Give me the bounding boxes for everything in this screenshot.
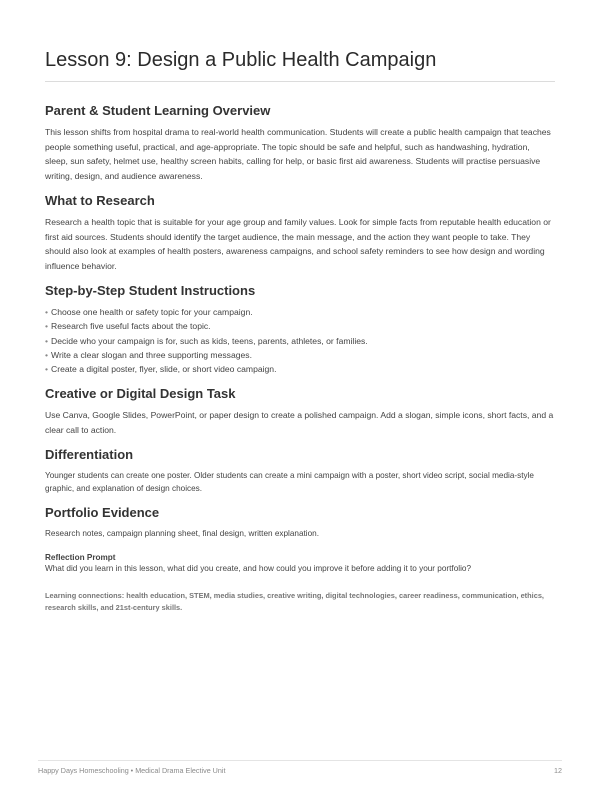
page-footer <box>38 760 562 775</box>
steps-heading: Step-by-Step Student Instructions <box>45 283 256 298</box>
bullet-icon: • <box>45 349 49 360</box>
differentiation-heading: Differentiation <box>45 447 134 463</box>
overview-text: This lesson shifts from hospital drama to real-world health communication. Students will create a public health campaign that teaches people something useful, practical, and age-appropriate. The topic should be safe and helpful, such as handwashing, hydration, sleep, sun safety, helmet use, healthy screen habits, calling for help, or basic first aid awareness. Students will practise persuasive writing, design, and audience awareness. <box>45 127 551 181</box>
page-content <box>45 48 555 613</box>
reflection-title: Reflection Prompt <box>45 553 116 563</box>
list-item-text: Research five useful facts about the topic. <box>51 321 211 332</box>
bullet-icon: • <box>45 307 49 317</box>
bullet-icon: • <box>45 335 49 346</box>
list-item-text: Choose one health or safety topic for your campaign. <box>51 307 253 317</box>
page-number: 12 <box>554 766 562 775</box>
bullet-icon: • <box>45 364 49 375</box>
page-title: Lesson 9: Design a Public Health Campaign <box>45 48 555 82</box>
steps-list <box>45 305 555 376</box>
learning-connections: Learning connections: health education, STEM, media studies, creative writing, digital technologies, career readiness, communication, ethics, research skills, and 21st-century skills. <box>45 591 544 612</box>
list-item <box>45 362 555 376</box>
creative-heading: Creative or Digital Design Task <box>45 386 236 402</box>
list-item <box>45 319 555 333</box>
differentiation-section <box>45 446 555 495</box>
list-item <box>45 334 555 348</box>
list-item <box>45 305 555 319</box>
list-item <box>45 348 555 362</box>
reflection-text: What did you learn in this lesson, what did you create, and how could you improve it before adding it to your portfolio? <box>45 564 471 574</box>
research-section <box>45 192 555 273</box>
overview-heading: Parent & Student Learning Overview <box>45 103 271 118</box>
creative-section <box>45 385 555 437</box>
portfolio-heading: Portfolio Evidence <box>45 505 160 521</box>
differentiation-text: Younger students can create one poster. Older students can create a mini campaign with a poster, short video script, social media-style graphic, and explanation of design choices. <box>45 471 534 494</box>
research-heading: What to Research <box>45 193 155 208</box>
research-text: Research a health topic that is suitable for your age group and family values. Look for simple facts from reputable health education or first aid sources. Students should identify the target audience, the main message, and the action they want people to take. They should also look at examples of health posters, awareness campaigns, and school safety reminders to see how design and wording influence behavior. <box>45 217 551 271</box>
footer-left-text: Happy Days Homeschooling • Medical Drama Elective Unit <box>38 766 226 775</box>
portfolio-section <box>45 504 555 613</box>
list-item-text: Decide who your campaign is for, such as kids, teens, parents, athletes, or families. <box>51 335 368 346</box>
portfolio-text: Research notes, campaign planning sheet, final design, written explanation. <box>45 529 319 539</box>
bullet-icon: • <box>45 321 49 332</box>
list-item-text: Create a digital poster, flyer, slide, or short video campaign. <box>51 364 277 375</box>
creative-text: Use Canva, Google Slides, PowerPoint, or paper design to create a polished campaign. Add a slogan, simple icons, short facts, and a clear call to action. <box>45 410 554 435</box>
steps-section <box>45 282 555 376</box>
overview-section <box>45 102 555 183</box>
list-item-text: Write a clear slogan and three supporting messages. <box>51 349 252 360</box>
